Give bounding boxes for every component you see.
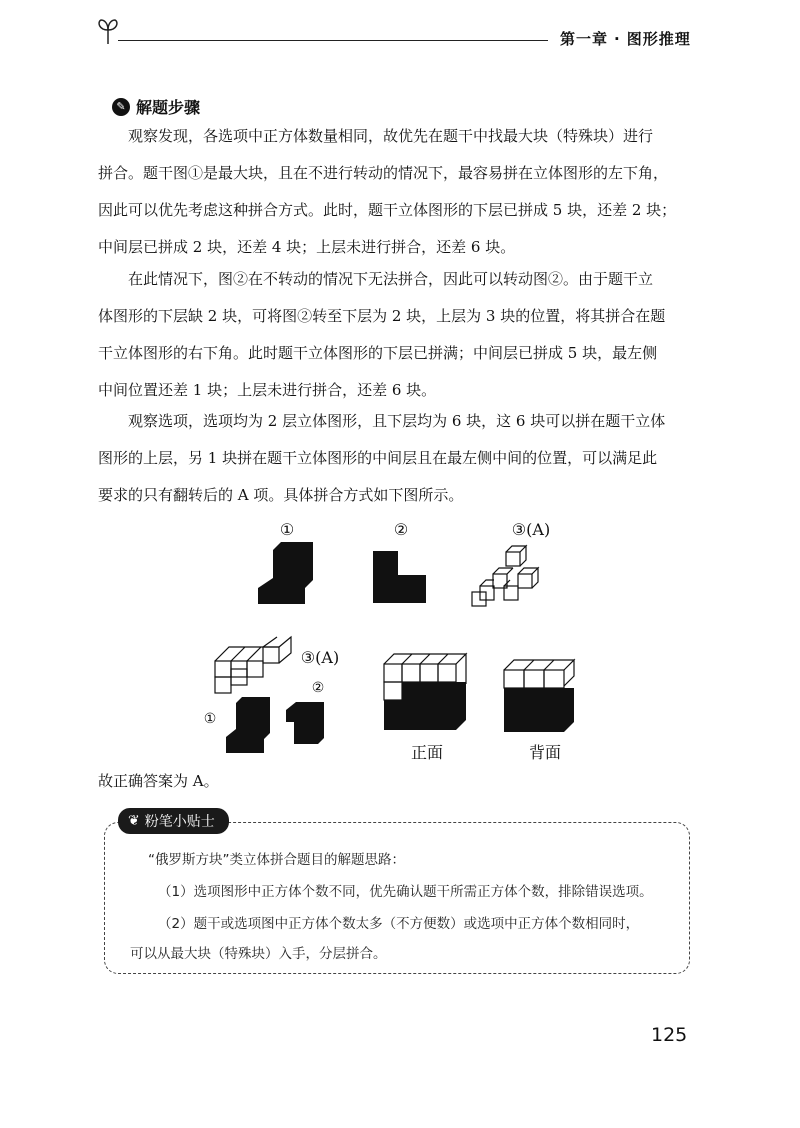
figure-3a-shape [205, 633, 300, 701]
paragraph-2 [98, 261, 698, 409]
figure-1b-shape [222, 693, 282, 758]
chapter-title: 图形推理 [626, 30, 691, 48]
para3-line1: 观察选项，选项均为 2 层立体图形，且下层均为 6 块，这 6 块可以拼在题干立体 [128, 412, 666, 430]
figure-1-label: ① [279, 520, 295, 539]
figure-2-shape [368, 545, 434, 605]
figure-1-shape [248, 540, 328, 605]
para2-line4: 中间位置还差 1 块；上层未进行拼合，还差 6 块。 [98, 381, 437, 399]
para1-line4: 中间层已拼成 2 块，还差 4 块；上层未进行拼合，还差 6 块。 [98, 238, 516, 256]
para3-line3: 要求的只有翻转后的 A 项。具体拼合方式如下图所示。 [98, 486, 464, 504]
para2-line3: 干立体图形的右下角。此时题干立体图形的下层已拼满；中间层已拼成 5 块，最左侧 [98, 344, 658, 362]
paragraph-3 [98, 403, 698, 514]
pin-icon: ✎ [112, 98, 130, 116]
figure-2b-shape [282, 698, 332, 753]
figure-3a-label: ③(A) [300, 648, 340, 667]
figure-1b-label: ① [203, 711, 217, 727]
tip-line-4: 可以从最大块（特殊块）入手，分层拼合。 [130, 946, 387, 962]
tip-line-3: （2）题干或选项图中正方体个数太多（不方便数）或选项中正方体个数相同时， [158, 916, 640, 932]
back-view-shape [498, 652, 588, 736]
front-view-label: 正面 [410, 743, 443, 762]
header-rule [118, 40, 548, 41]
para3-line2: 图形的上层，另 1 块拼在题干立体图形的中间层且在最左侧中间的位置，可以满足此 [98, 449, 658, 467]
paragraph-1 [98, 118, 698, 266]
tip-line-1: “俄罗斯方块”类立体拼合题目的解题思路： [148, 852, 405, 868]
page-number: 125 [651, 1024, 688, 1046]
page-header [0, 0, 800, 60]
figure-3-shape [466, 540, 556, 608]
sprout-icon: ❦ [128, 813, 140, 829]
tip-title: 粉笔小贴士 [144, 814, 215, 830]
para1-line1: 观察发现，各选项中正方体数量相同，故优先在题干中找最大块（特殊块）进行 [128, 127, 654, 145]
chapter-label: 第一章 [560, 30, 609, 48]
tip-line-2: （1）选项图形中正方体个数不同，优先确认题干所需正方体个数，排除错误选项。 [158, 884, 653, 900]
figure-2-label: ② [393, 520, 409, 539]
tip-header [118, 808, 229, 834]
section-heading [112, 95, 200, 118]
figure-3-label: ③(A) [511, 520, 551, 539]
para1-line3: 因此可以优先考虑这种拼合方式。此时，题干立体图形的下层已拼成 5 块，还差 2 块； [98, 201, 677, 219]
para2-line1: 在此情况下，图②在不转动的情况下无法拼合，因此可以转动图②。由于题干立 [128, 270, 654, 288]
back-view-label: 背面 [528, 743, 561, 762]
para2-line2: 体图形的下层缺 2 块，可将图②转至下层为 2 块，上层为 3 块的位置，将其拼合在题 [98, 307, 666, 325]
sprout-icon [95, 18, 121, 46]
answer-text: 故正确答案为 A。 [98, 772, 219, 790]
section-title: 解题步骤 [136, 98, 201, 117]
para1-line2: 拼合。题干图①是最大块，且在不进行转动的情况下，最容易拼在立体图形的左下角， [98, 164, 669, 182]
header-title: 第一章 · 图形推理 [560, 30, 691, 48]
front-view-shape [380, 646, 470, 734]
figure-2b-label: ② [311, 680, 325, 696]
